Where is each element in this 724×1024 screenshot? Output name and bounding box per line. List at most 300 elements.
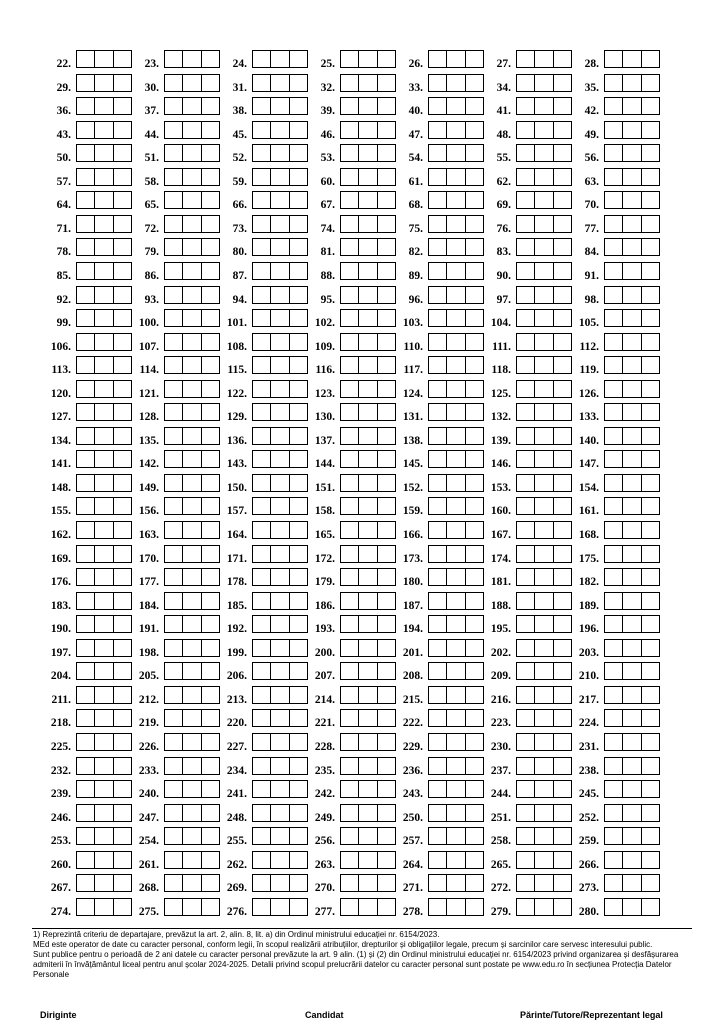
entry-box[interactable] [289,75,307,91]
entry-box[interactable] [553,381,571,397]
entry-box[interactable] [77,475,94,491]
entry-box[interactable] [622,805,640,821]
entry-box[interactable] [622,357,640,373]
entry-box[interactable] [553,546,571,562]
entry-box[interactable] [358,169,376,185]
entry-box[interactable] [534,287,552,303]
entry-box[interactable] [605,546,622,562]
entry-box[interactable] [270,98,288,114]
entry-box[interactable] [182,51,200,67]
entry-box[interactable] [622,451,640,467]
entry-box[interactable] [253,169,270,185]
entry-box[interactable] [446,75,464,91]
entry-box[interactable] [289,263,307,279]
entry-box[interactable] [94,498,112,514]
entry-box[interactable] [165,169,182,185]
entry-box[interactable] [377,734,395,750]
entry-box[interactable] [94,287,112,303]
entry-box[interactable] [553,522,571,538]
entry-box[interactable] [377,169,395,185]
entry-box[interactable] [641,498,659,514]
entry-box[interactable] [165,287,182,303]
entry-box[interactable] [641,663,659,679]
entry-box[interactable] [94,404,112,420]
entry-box[interactable] [94,216,112,232]
entry-box[interactable] [605,381,622,397]
entry-box[interactable] [270,428,288,444]
entry-box[interactable] [446,781,464,797]
entry-box[interactable] [253,852,270,868]
entry-box[interactable] [517,475,534,491]
entry-box[interactable] [77,734,94,750]
entry-box[interactable] [377,404,395,420]
entry-box[interactable] [165,216,182,232]
entry-box[interactable] [270,640,288,656]
entry-box[interactable] [553,828,571,844]
entry-box[interactable] [201,51,219,67]
entry-box[interactable] [165,75,182,91]
entry-box[interactable] [253,758,270,774]
entry-box[interactable] [289,569,307,585]
entry-box[interactable] [377,263,395,279]
entry-box[interactable] [341,51,358,67]
entry-box[interactable] [446,593,464,609]
entry-box[interactable] [182,122,200,138]
entry-box[interactable] [429,381,446,397]
entry-box[interactable] [77,381,94,397]
entry-box[interactable] [77,404,94,420]
entry-box[interactable] [253,381,270,397]
entry-box[interactable] [182,192,200,208]
entry-box[interactable] [465,216,483,232]
entry-box[interactable] [77,310,94,326]
entry-box[interactable] [377,781,395,797]
entry-box[interactable] [377,569,395,585]
entry-box[interactable] [165,404,182,420]
entry-box[interactable] [358,122,376,138]
entry-box[interactable] [605,758,622,774]
entry-box[interactable] [165,357,182,373]
entry-box[interactable] [289,357,307,373]
entry-box[interactable] [201,145,219,161]
entry-box[interactable] [289,498,307,514]
entry-box[interactable] [641,781,659,797]
entry-box[interactable] [517,216,534,232]
entry-box[interactable] [341,475,358,491]
entry-box[interactable] [77,828,94,844]
entry-box[interactable] [534,451,552,467]
entry-box[interactable] [94,334,112,350]
entry-box[interactable] [113,569,131,585]
entry-box[interactable] [270,758,288,774]
entry-box[interactable] [641,169,659,185]
entry-box[interactable] [94,451,112,467]
entry-box[interactable] [605,357,622,373]
entry-box[interactable] [622,899,640,915]
entry-box[interactable] [94,758,112,774]
entry-box[interactable] [113,310,131,326]
entry-box[interactable] [182,687,200,703]
entry-box[interactable] [289,805,307,821]
entry-box[interactable] [622,51,640,67]
entry-box[interactable] [358,357,376,373]
entry-box[interactable] [358,263,376,279]
entry-box[interactable] [553,899,571,915]
entry-box[interactable] [201,546,219,562]
entry-box[interactable] [622,593,640,609]
entry-box[interactable] [605,852,622,868]
entry-box[interactable] [605,734,622,750]
entry-box[interactable] [534,593,552,609]
entry-box[interactable] [465,192,483,208]
entry-box[interactable] [641,451,659,467]
entry-box[interactable] [201,710,219,726]
entry-box[interactable] [289,192,307,208]
entry-box[interactable] [641,287,659,303]
entry-box[interactable] [77,192,94,208]
entry-box[interactable] [446,475,464,491]
entry-box[interactable] [534,569,552,585]
entry-box[interactable] [289,287,307,303]
entry-box[interactable] [517,758,534,774]
entry-box[interactable] [113,451,131,467]
entry-box[interactable] [641,616,659,632]
entry-box[interactable] [446,428,464,444]
entry-box[interactable] [113,51,131,67]
entry-box[interactable] [465,828,483,844]
entry-box[interactable] [253,805,270,821]
entry-box[interactable] [553,404,571,420]
entry-box[interactable] [553,357,571,373]
entry-box[interactable] [201,310,219,326]
entry-box[interactable] [377,310,395,326]
entry-box[interactable] [270,75,288,91]
entry-box[interactable] [77,75,94,91]
entry-box[interactable] [77,593,94,609]
entry-box[interactable] [446,239,464,255]
entry-box[interactable] [553,451,571,467]
entry-box[interactable] [429,428,446,444]
entry-box[interactable] [377,710,395,726]
entry-box[interactable] [270,734,288,750]
entry-box[interactable] [553,781,571,797]
entry-box[interactable] [641,310,659,326]
entry-box[interactable] [534,852,552,868]
entry-box[interactable] [641,357,659,373]
entry-box[interactable] [201,381,219,397]
entry-box[interactable] [377,357,395,373]
entry-box[interactable] [641,404,659,420]
entry-box[interactable] [358,75,376,91]
entry-box[interactable] [377,239,395,255]
entry-box[interactable] [465,145,483,161]
entry-box[interactable] [94,239,112,255]
entry-box[interactable] [641,734,659,750]
entry-box[interactable] [182,734,200,750]
entry-box[interactable] [358,640,376,656]
entry-box[interactable] [641,522,659,538]
entry-box[interactable] [429,310,446,326]
entry-box[interactable] [182,169,200,185]
entry-box[interactable] [622,310,640,326]
entry-box[interactable] [429,616,446,632]
entry-box[interactable] [605,522,622,538]
entry-box[interactable] [534,734,552,750]
entry-box[interactable] [341,781,358,797]
entry-box[interactable] [465,498,483,514]
entry-box[interactable] [165,781,182,797]
entry-box[interactable] [377,145,395,161]
entry-box[interactable] [622,381,640,397]
entry-box[interactable] [517,169,534,185]
entry-box[interactable] [465,687,483,703]
entry-box[interactable] [641,569,659,585]
entry-box[interactable] [517,381,534,397]
entry-box[interactable] [622,239,640,255]
entry-box[interactable] [553,663,571,679]
entry-box[interactable] [165,569,182,585]
entry-box[interactable] [182,75,200,91]
entry-box[interactable] [253,710,270,726]
entry-box[interactable] [182,569,200,585]
entry-box[interactable] [465,522,483,538]
entry-box[interactable] [553,687,571,703]
entry-box[interactable] [253,287,270,303]
entry-box[interactable] [358,805,376,821]
entry-box[interactable] [341,122,358,138]
entry-box[interactable] [377,758,395,774]
entry-box[interactable] [465,287,483,303]
entry-box[interactable] [289,734,307,750]
entry-box[interactable] [446,569,464,585]
entry-box[interactable] [289,781,307,797]
entry-box[interactable] [622,710,640,726]
entry-box[interactable] [341,98,358,114]
entry-box[interactable] [253,145,270,161]
entry-box[interactable] [270,122,288,138]
entry-box[interactable] [622,852,640,868]
entry-box[interactable] [446,263,464,279]
entry-box[interactable] [358,334,376,350]
entry-box[interactable] [253,310,270,326]
entry-box[interactable] [622,192,640,208]
entry-box[interactable] [77,498,94,514]
entry-box[interactable] [289,334,307,350]
entry-box[interactable] [201,498,219,514]
entry-box[interactable] [534,357,552,373]
entry-box[interactable] [270,169,288,185]
entry-box[interactable] [429,192,446,208]
entry-box[interactable] [358,287,376,303]
entry-box[interactable] [465,781,483,797]
entry-box[interactable] [641,475,659,491]
entry-box[interactable] [94,546,112,562]
entry-box[interactable] [446,192,464,208]
entry-box[interactable] [77,569,94,585]
entry-box[interactable] [94,75,112,91]
entry-box[interactable] [641,98,659,114]
entry-box[interactable] [553,122,571,138]
entry-box[interactable] [641,381,659,397]
entry-box[interactable] [253,781,270,797]
entry-box[interactable] [165,710,182,726]
entry-box[interactable] [182,593,200,609]
entry-box[interactable] [622,169,640,185]
entry-box[interactable] [358,428,376,444]
entry-box[interactable] [605,287,622,303]
entry-box[interactable] [165,616,182,632]
entry-box[interactable] [94,805,112,821]
entry-box[interactable] [182,640,200,656]
entry-box[interactable] [341,263,358,279]
entry-box[interactable] [465,852,483,868]
entry-box[interactable] [446,451,464,467]
entry-box[interactable] [517,192,534,208]
entry-box[interactable] [94,640,112,656]
entry-box[interactable] [534,522,552,538]
entry-box[interactable] [165,122,182,138]
entry-box[interactable] [113,546,131,562]
entry-box[interactable] [289,428,307,444]
entry-box[interactable] [377,51,395,67]
entry-box[interactable] [358,216,376,232]
entry-box[interactable] [429,687,446,703]
entry-box[interactable] [446,546,464,562]
entry-box[interactable] [553,875,571,891]
entry-box[interactable] [553,287,571,303]
entry-box[interactable] [94,687,112,703]
entry-box[interactable] [201,640,219,656]
entry-box[interactable] [201,899,219,915]
entry-box[interactable] [182,852,200,868]
entry-box[interactable] [94,192,112,208]
entry-box[interactable] [289,451,307,467]
entry-box[interactable] [446,758,464,774]
entry-box[interactable] [429,263,446,279]
entry-box[interactable] [622,687,640,703]
entry-box[interactable] [270,899,288,915]
entry-box[interactable] [341,758,358,774]
entry-box[interactable] [289,758,307,774]
entry-box[interactable] [289,852,307,868]
entry-box[interactable] [77,263,94,279]
entry-box[interactable] [341,616,358,632]
entry-box[interactable] [465,875,483,891]
entry-box[interactable] [94,381,112,397]
entry-box[interactable] [113,192,131,208]
entry-box[interactable] [113,428,131,444]
entry-box[interactable] [517,734,534,750]
entry-box[interactable] [553,75,571,91]
entry-box[interactable] [165,593,182,609]
entry-box[interactable] [270,781,288,797]
entry-box[interactable] [465,758,483,774]
entry-box[interactable] [182,522,200,538]
entry-box[interactable] [113,687,131,703]
entry-box[interactable] [553,475,571,491]
entry-box[interactable] [358,239,376,255]
entry-box[interactable] [165,145,182,161]
entry-box[interactable] [553,98,571,114]
entry-box[interactable] [289,404,307,420]
entry-box[interactable] [641,239,659,255]
entry-box[interactable] [289,710,307,726]
entry-box[interactable] [534,758,552,774]
entry-box[interactable] [465,381,483,397]
entry-box[interactable] [77,451,94,467]
entry-box[interactable] [377,828,395,844]
entry-box[interactable] [165,687,182,703]
entry-box[interactable] [429,734,446,750]
entry-box[interactable] [465,546,483,562]
entry-box[interactable] [377,498,395,514]
entry-box[interactable] [641,758,659,774]
entry-box[interactable] [377,522,395,538]
entry-box[interactable] [465,75,483,91]
entry-box[interactable] [446,310,464,326]
entry-box[interactable] [165,875,182,891]
entry-box[interactable] [446,875,464,891]
entry-box[interactable] [341,357,358,373]
entry-box[interactable] [165,98,182,114]
entry-box[interactable] [270,51,288,67]
entry-box[interactable] [253,522,270,538]
entry-box[interactable] [429,475,446,491]
entry-box[interactable] [517,239,534,255]
entry-box[interactable] [534,75,552,91]
entry-box[interactable] [94,828,112,844]
entry-box[interactable] [553,169,571,185]
entry-box[interactable] [201,875,219,891]
entry-box[interactable] [605,122,622,138]
entry-box[interactable] [377,98,395,114]
entry-box[interactable] [429,334,446,350]
entry-box[interactable] [358,710,376,726]
entry-box[interactable] [429,51,446,67]
entry-box[interactable] [446,852,464,868]
entry-box[interactable] [534,145,552,161]
entry-box[interactable] [605,899,622,915]
entry-box[interactable] [553,616,571,632]
entry-box[interactable] [94,663,112,679]
entry-box[interactable] [94,98,112,114]
entry-box[interactable] [553,852,571,868]
entry-box[interactable] [553,710,571,726]
entry-box[interactable] [622,404,640,420]
entry-box[interactable] [341,381,358,397]
entry-box[interactable] [429,122,446,138]
entry-box[interactable] [553,216,571,232]
entry-box[interactable] [289,381,307,397]
entry-box[interactable] [358,758,376,774]
entry-box[interactable] [182,310,200,326]
entry-box[interactable] [341,805,358,821]
entry-box[interactable] [341,546,358,562]
entry-box[interactable] [641,828,659,844]
entry-box[interactable] [605,310,622,326]
entry-box[interactable] [429,781,446,797]
entry-box[interactable] [113,145,131,161]
entry-box[interactable] [605,428,622,444]
entry-box[interactable] [94,593,112,609]
entry-box[interactable] [517,852,534,868]
entry-box[interactable] [446,663,464,679]
entry-box[interactable] [465,428,483,444]
entry-box[interactable] [253,192,270,208]
entry-box[interactable] [377,75,395,91]
entry-box[interactable] [358,687,376,703]
entry-box[interactable] [429,899,446,915]
